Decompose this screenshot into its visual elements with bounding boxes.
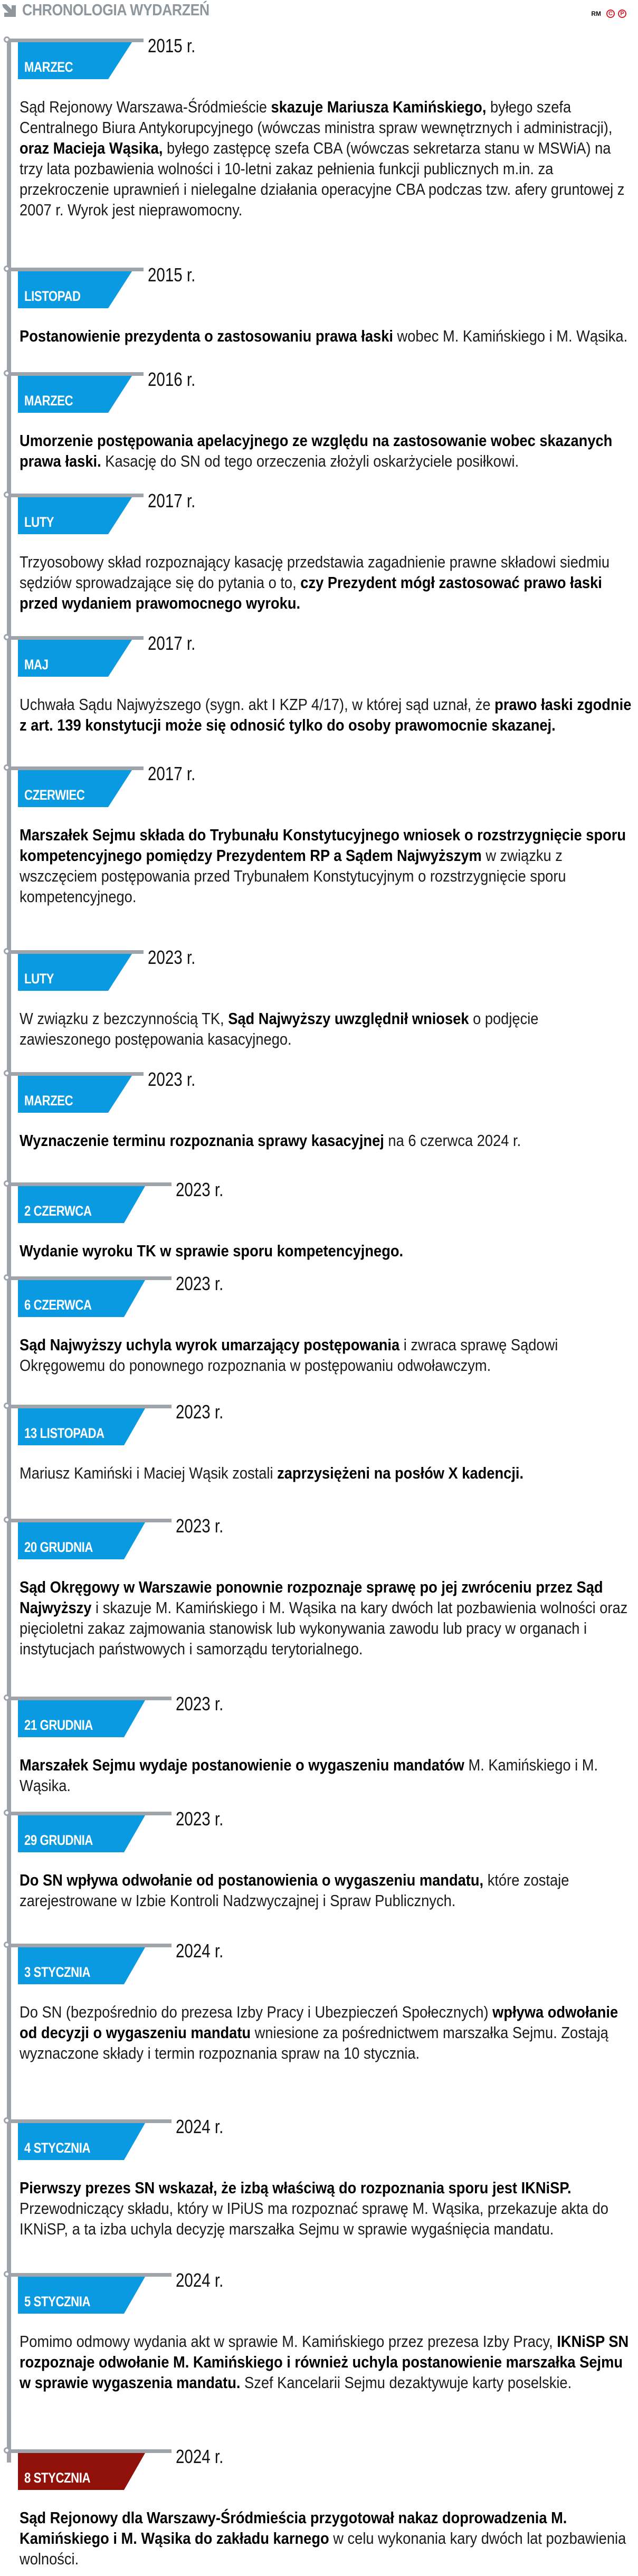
- date-label: 6 CZERWCA: [24, 1297, 92, 1313]
- event-description: [20, 2002, 633, 2063]
- year-label: 2023 r.: [148, 1068, 196, 1090]
- page-title: CHRONOLOGIA WYDARZEŃ: [22, 1, 210, 19]
- event-description: [20, 1240, 633, 1261]
- timeline-node-icon: [4, 1810, 10, 1816]
- flag-pole-bar: [7, 1944, 172, 1947]
- date-label: LUTY: [24, 514, 54, 530]
- highlighted-text: czy Prezydent mógł zastosować prawo łaski przed wydaniem prawomocnego wyroku.: [20, 573, 602, 612]
- timeline-node-icon: [4, 1070, 10, 1076]
- year-label: 2024 r.: [176, 2269, 224, 2291]
- body-text: M. Kamińskiego i M. Wąsika.: [20, 1756, 598, 1795]
- body-text: Mariusz Kamiński i Maciej Wąsik zostali: [20, 1464, 278, 1482]
- body-text: W związku z bezczynnością TK,: [20, 1009, 228, 1028]
- flag-pole-bar: [7, 1812, 172, 1815]
- timeline-node-icon: [4, 266, 10, 272]
- body-text: Szef Kancelarii Sejmu dezaktywuje karty poselskie.: [240, 2373, 572, 2392]
- date-flag: [18, 1700, 145, 1737]
- date-flag: [18, 271, 132, 308]
- date-label: 29 GRUDNIA: [24, 1832, 93, 1848]
- timeline-node-icon: [4, 2271, 10, 2277]
- year-label: 2015 r.: [148, 264, 196, 286]
- date-flag: [18, 2453, 145, 2490]
- highlighted-text: Wyznaczenie terminu rozpoznania sprawy kasacyjnej: [20, 1131, 384, 1150]
- copyright-icon: C: [606, 10, 615, 18]
- flag-pole-bar: [7, 372, 144, 376]
- event-description: [20, 694, 633, 735]
- highlighted-text: Sąd Okręgowy w Warszawie ponownie rozpoznaje sprawę po jej zwróceniu przez Sąd Najwyższy: [20, 1578, 603, 1617]
- date-label: MAJ: [24, 657, 49, 673]
- flag-pole-bar: [7, 1697, 172, 1700]
- body-text: byłego zastępcę szefa CBA (wówczas sekretarza stanu w MSWiA) na trzy lata pozbawienia wolności i 10-letni zakaz pełnienia funkcji publicznych m.in. za przekroczenie uprawnień i nielegalne działania operacyjne CBA podczas tzw. afery gruntowej z 2007 r. Wyrok jest nieprawomocny.: [20, 139, 625, 219]
- body-text: wniesione za pośrednictwem marszałka Sejmu. Zostają wyznaczone składy i termin rozpoznania spraw na 10 stycznia.: [20, 2023, 608, 2062]
- timeline-node-icon: [4, 948, 10, 954]
- timeline-node-icon: [4, 1942, 10, 1948]
- body-text: Sąd Rejonowy Warszawa-Śródmieście: [20, 98, 271, 116]
- date-label: 3 STYCZNIA: [24, 1964, 91, 1980]
- highlighted-text: Marszałek Sejmu wydaje postanowienie o wygaszeniu mandatów: [20, 1756, 464, 1774]
- highlighted-text: skazuje Mariusza Kamińskiego,: [271, 98, 487, 116]
- timeline-node-icon: [4, 370, 10, 376]
- highlighted-text: wpływa odwołanie od decyzji o wygaszeniu mandatu: [20, 2003, 618, 2042]
- body-text: Kasację do SN od tego orzeczenia złożyli oskarżyciele posiłkowi.: [101, 452, 519, 470]
- date-label: 4 STYCZNIA: [24, 2140, 91, 2156]
- flag-pole-bar: [7, 494, 144, 497]
- year-label: 2024 r.: [176, 1940, 224, 1962]
- year-label: 2023 r.: [176, 1515, 224, 1537]
- date-flag: [18, 1186, 145, 1223]
- highlighted-text: Pierwszy prezes SN wskazał, że izbą właściwą do rozpoznania sporu jest IKNiSP.: [20, 2179, 572, 2197]
- date-flag: [18, 1522, 145, 1559]
- date-flag: [18, 1076, 132, 1113]
- event-description: [20, 326, 633, 346]
- event-description: [20, 97, 633, 220]
- flag-pole-bar: [7, 1182, 172, 1186]
- highlighted-text: zaprzysiężeni na posłów X kadencji.: [277, 1464, 524, 1482]
- event-description: [20, 1130, 633, 1151]
- flag-pole-bar: [7, 636, 144, 640]
- event-description: [20, 430, 633, 471]
- timeline-node-icon: [4, 1403, 10, 1409]
- highlighted-text: oraz Macieja Wąsika,: [20, 139, 163, 157]
- event-description: [20, 2331, 633, 2393]
- event-description: [20, 2177, 633, 2239]
- year-label: 2023 r.: [176, 1179, 224, 1200]
- arrow-down-right-icon: [1, 2, 17, 18]
- flag-pole-bar: [7, 766, 144, 770]
- flag-pole-bar: [7, 1276, 172, 1280]
- body-text: Uchwała Sądu Najwyższego (sygn. akt I KZP 4/17), w której sąd uznał, że: [20, 695, 495, 714]
- flag-pole-bar: [7, 2449, 172, 2453]
- body-text: Przewodniczący składu, który w IPiUS ma rozpoznać sprawę M. Wąsika, przekazuje akta do IKNiSP, a ta izba uchyla decyzję marszałka Sejmu w sprawie wygaśnięcia mandatu.: [20, 2199, 608, 2238]
- body-text: byłego szefa Centralnego Biura Antykorupcyjnego (wówczas ministra spraw wewnętrznych i administracji),: [20, 98, 613, 137]
- body-text: wobec M. Kamińskiego i M. Wąsika.: [393, 327, 628, 345]
- event-description: [20, 552, 633, 613]
- event-description: [20, 1755, 633, 1796]
- highlighted-text: Sąd Rejonowy dla Warszawy-Śródmieścia przygotował nakaz doprowadzenia M. Kamińskiego i M. Wąsika do zakładu karnego: [20, 2508, 567, 2547]
- date-label: LUTY: [24, 971, 54, 987]
- date-flag: [18, 2277, 145, 2314]
- flag-pole-bar: [7, 268, 144, 271]
- publisher-icon: P: [618, 10, 626, 18]
- highlighted-text: Marszałek Sejmu składa do Trybunału Konstytucyjnego wniosek o rozstrzygnięcie sporu kompetencyjnego pomiędzy Prezydentem RP a Sądem Najwyższym: [20, 826, 626, 865]
- year-label: 2024 r.: [176, 2446, 224, 2467]
- date-flag: [18, 954, 132, 991]
- body-text: i zwraca sprawę Sądowi Okręgowemu do ponownego rozpoznania w postępowaniu odwoławczym.: [20, 1336, 558, 1375]
- flag-pole-bar: [7, 950, 144, 954]
- timeline-node-icon: [4, 1694, 10, 1701]
- highlighted-text: Sąd Najwyższy uchyla wyrok umarzający postępowania: [20, 1336, 400, 1354]
- highlighted-text: prawo łaski zgodnie z art. 139 konstytucji może się odnosić tylko do osoby prawomocnie skazanej.: [20, 695, 632, 734]
- body-text: Trzyosobowy skład rozpoznający kasację przedstawia zagadnienie prawne składowi siedmiu sędziów sprowadzające się do pytania o to,: [20, 553, 610, 592]
- date-label: MARZEC: [24, 59, 73, 75]
- timeline-node-icon: [4, 2117, 10, 2124]
- flag-pole-bar: [7, 2119, 172, 2123]
- date-flag: [18, 1408, 145, 1445]
- date-flag: [18, 1280, 145, 1317]
- body-text: w celu wykonania kary dwóch lat pozbawienia wolności.: [20, 2529, 626, 2568]
- year-label: 2017 r.: [148, 490, 196, 512]
- date-label: 8 STYCZNIA: [24, 2470, 91, 2486]
- body-text: które zostaje zarejestrowane w Izbie Kontroli Nadzwyczajnej i Spraw Publicznych.: [20, 1871, 569, 1910]
- highlighted-text: Umorzenie postępowania apelacyjnego ze względu na zastosowanie wobec skazanych prawa łaski.: [20, 431, 613, 470]
- timeline-node-icon: [4, 764, 10, 771]
- date-flag: [18, 640, 132, 677]
- date-label: LISTOPAD: [24, 288, 81, 304]
- highlighted-text: IKNiSP SN rozpoznaje odwołanie M. Kamińskiego i również uchyla postanowienie marszałka Sejmu w sprawie wygaszenia mandatu.: [20, 2332, 629, 2392]
- date-flag: [18, 376, 132, 413]
- event-description: [20, 1463, 633, 1483]
- date-label: 2 CZERWCA: [24, 1203, 92, 1219]
- timeline-node-icon: [4, 1517, 10, 1523]
- event-description: [20, 1334, 633, 1376]
- timeline-node-icon: [4, 634, 10, 640]
- year-label: 2017 r.: [148, 632, 196, 654]
- event-description: [20, 825, 633, 907]
- timeline-node-icon: [4, 36, 10, 43]
- flag-pole-bar: [7, 2273, 172, 2277]
- date-flag: [18, 1947, 145, 1984]
- date-label: 21 GRUDNIA: [24, 1717, 93, 1733]
- event-description: [20, 1008, 633, 1049]
- timeline-node-icon: [4, 491, 10, 498]
- flag-pole-bar: [7, 1519, 172, 1522]
- body-text: w związku z wszczęciem postępowania przed Trybunałem Konstytucyjnym o rozstrzygnięcie sporu kompetencyjnego.: [20, 846, 566, 906]
- credits: [591, 10, 626, 18]
- event-description: [20, 1577, 633, 1659]
- timeline-node-icon: [4, 1274, 10, 1281]
- event-description: [20, 1870, 633, 1911]
- date-label: CZERWIEC: [24, 787, 85, 803]
- body-text: o podjęcie zawieszonego postępowania kasacyjnego.: [20, 1009, 539, 1048]
- highlighted-text: Wydanie wyroku TK w sprawie sporu kompetencyjnego.: [20, 1242, 404, 1260]
- flag-pole-bar: [7, 39, 144, 42]
- author-initials: RM: [591, 10, 601, 17]
- year-label: 2023 r.: [176, 1273, 224, 1294]
- flag-pole-bar: [7, 1405, 172, 1408]
- year-label: 2016 r.: [148, 368, 196, 390]
- highlighted-text: Do SN wpływa odwołanie od postanowienia o wygaszeniu mandatu,: [20, 1871, 484, 1889]
- year-label: 2023 r.: [176, 1693, 224, 1715]
- date-label: 13 LISTOPADA: [24, 1425, 104, 1441]
- date-flag: [18, 1815, 145, 1852]
- year-label: 2023 r.: [176, 1808, 224, 1830]
- highlighted-text: Postanowienie prezydenta o zastosowaniu prawa łaski: [20, 327, 393, 345]
- timeline-node-icon: [4, 2447, 10, 2454]
- timeline-node-icon: [4, 1180, 10, 1187]
- highlighted-text: Sąd Najwyższy uwzględnił wniosek: [228, 1009, 469, 1028]
- year-label: 2023 r.: [148, 946, 196, 968]
- year-label: 2017 r.: [148, 763, 196, 784]
- header: [0, 0, 638, 21]
- year-label: 2015 r.: [148, 35, 196, 56]
- date-label: 20 GRUDNIA: [24, 1539, 93, 1555]
- event-description: [20, 2507, 633, 2569]
- date-flag: [18, 497, 132, 534]
- date-flag: [18, 2123, 145, 2160]
- date-label: MARZEC: [24, 1093, 73, 1109]
- date-flag: [18, 770, 132, 807]
- year-label: 2024 r.: [176, 2116, 224, 2137]
- flag-pole-bar: [7, 1072, 144, 1076]
- date-flag: [18, 42, 132, 79]
- date-label: MARZEC: [24, 393, 73, 409]
- body-text: Pomimo odmowy wydania akt w sprawie M. Kamińskiego przez prezesa Izby Pracy,: [20, 2332, 557, 2351]
- body-text: Do SN (bezpośrednio do prezesa Izby Pracy i Ubezpieczeń Społecznych): [20, 2003, 493, 2021]
- body-text: na 6 czerwca 2024 r.: [384, 1131, 521, 1150]
- body-text: i skazuje M. Kamińskiego i M. Wąsika na kary dwóch lat pozbawienia wolności oraz pięcioletni zakaz zajmowania stanowisk lub wykonywania zawodu lub pracy w organach i instytucjach państwowych i samorządu terytorialnego.: [20, 1598, 628, 1658]
- year-label: 2023 r.: [176, 1401, 224, 1423]
- timeline-axis: [7, 39, 11, 2463]
- date-label: 5 STYCZNIA: [24, 2294, 91, 2309]
